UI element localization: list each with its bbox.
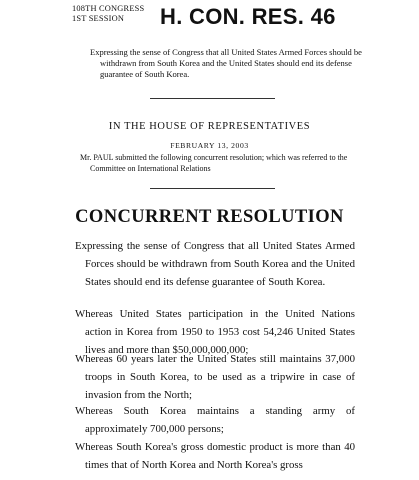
whereas-clause: Whereas South Korea's gross domestic product is more than 40 times that of North Korea and North Korea's gross (75, 441, 355, 471)
chamber-heading: IN THE HOUSE OF REPRESENTATIVES (108, 121, 311, 132)
whereas-clause: Whereas United States participation in the United Nations action in Korea from 1950 to 1953 cost 54,246 United States lives and more than $50,000,000,000; (75, 308, 355, 356)
whereas-clause: Whereas 60 years later the United States still maintains 37,000 troops in South Korea, to be used as a tripwire in case of invasion from the North; (75, 353, 355, 401)
congress-session-label (72, 4, 152, 24)
congress-number: 108TH CONGRESS (72, 4, 145, 13)
divider-rule (150, 98, 275, 99)
resolution-summary: Expressing the sense of Congress that all United States Armed Forces should be withdrawn from South Korea and the United States should end its defense guarantee of South Korea. (90, 47, 362, 79)
submission-statement: Mr. PAUL submitted the following concurrent resolution; which was referred to the Committee on International Relations (80, 153, 348, 173)
document-heading: CONCURRENT RESOLUTION (75, 207, 344, 227)
session-number: 1ST SESSION (72, 14, 125, 23)
resolution-paragraph: Expressing the sense of Congress that all United States Armed Forces should be withdrawn from South Korea and the United States should end its defense guarantee of South Korea. (75, 240, 355, 288)
resolution-title: H. CON. RES. 46 (160, 4, 336, 29)
whereas-clause: Whereas South Korea maintains a standing army of approximately 700,000 persons; (75, 405, 355, 435)
divider-rule (150, 188, 275, 189)
submission-date: FEBRUARY 13, 2003 (170, 141, 249, 150)
